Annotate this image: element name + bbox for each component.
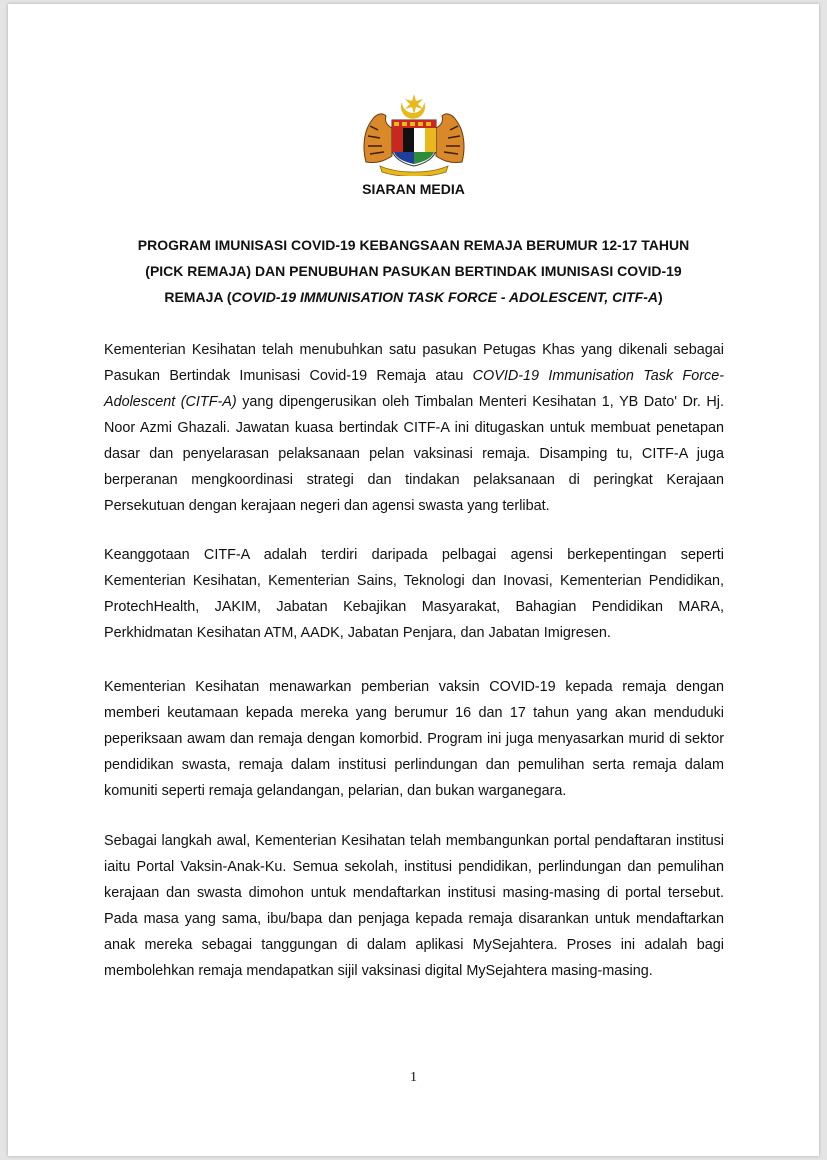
paragraph-1-part-1: Kementerian Kesihatan telah menubuhkan satu pasukan Petugas Khas yang dikenali sebagai Pasukan Bertindak Imunisasi Covid-19 Remaja atau	[104, 342, 724, 384]
coat-of-arms-icon	[358, 92, 470, 176]
paragraph-1	[104, 337, 724, 519]
title-line-3-suffix: )	[657, 289, 663, 305]
media-release-label: SIARAN MEDIA	[362, 181, 465, 197]
paragraph-1-italic: COVID-19 Immunisation Task Force-Adolescent (CITF-A)	[104, 368, 724, 410]
title-line-3-italic: COVID-19 IMMUNISATION TASK FORCE - ADOLESCENT, CITF-A	[231, 289, 658, 305]
title-line-2: (PICK REMAJA) DAN PENUBUHAN PASUKAN BERTINDAK IMUNISASI COVID-19	[145, 263, 682, 279]
paragraph-3: Kementerian Kesihatan menawarkan pemberian vaksin COVID-19 kepada remaja dengan memberi keutamaan kepada mereka yang berumur 16 dan 17 tahun yang akan menduduki peperiksaan awam dan remaja dengan komorbid. Program ini juga menyasarkan murid di sektor pendidikan swasta, remaja dalam institusi perlindungan dan pemulihan serta remaja dalam komuniti seperti remaja gelandangan, pelarian, dan bukan warganegara.	[104, 679, 724, 799]
title-line-3-prefix: REMAJA (	[164, 289, 232, 305]
title-line-1: PROGRAM IMUNISASI COVID-19 KEBANGSAAN REMAJA BERUMUR 12-17 TAHUN	[137, 237, 690, 253]
paragraph-4: Sebagai langkah awal, Kementerian Kesihatan telah membangunkan portal pendaftaran institusi iaitu Portal Vaksin-Anak-Ku. Semua sekolah, institusi pendidikan, perlindungan dan pemulihan kerajaan dan swasta dimohon untuk mendaftarkan institusi masing-masing di portal tersebut. Pada masa yang sama, ibu/bapa dan penjaga kepada remaja disarankan untuk mendaftarkan anak mereka sebagai tanggungan di dalam aplikasi MySejahtera. Proses ini adalah bagi membolehkan remaja mendapatkan sijil vaksinasi digital MySejahtera masing-masing.	[104, 833, 724, 979]
paragraph-2: Keanggotaan CITF-A adalah terdiri daripada pelbagai agensi berkepentingan seperti Kementerian Kesihatan, Kementerian Sains, Teknologi dan Inovasi, Kementerian Pendidikan, ProtechHealth, JAKIM, Jabatan Kebajikan Masyarakat, Bahagian Pendidikan MARA, Perkhidmatan Kesihatan ATM, AADK, Jabatan Penjara, dan Jabatan Imigresen.	[104, 547, 724, 641]
page-number: 1	[410, 1070, 417, 1085]
paragraph-1-part-2: yang dipengerusikan oleh Timbalan Menteri Kesihatan 1, YB Dato' Dr. Hj. Noor Azmi Ghazali. Jawatan kuasa bertindak CITF-A ini ditugaskan untuk membuat penetapan dasar dan penyelarasan pelaksanaan pelan vaksinasi remaja. Disamping tu, CITF-A juga berperanan mengkoordinasi strategi dan tindakan pelaksanaan di peringkat Kerajaan Persekutuan dengan kerajaan negeri dan agensi swasta yang terlibat.	[104, 394, 724, 514]
page-title	[100, 232, 727, 310]
